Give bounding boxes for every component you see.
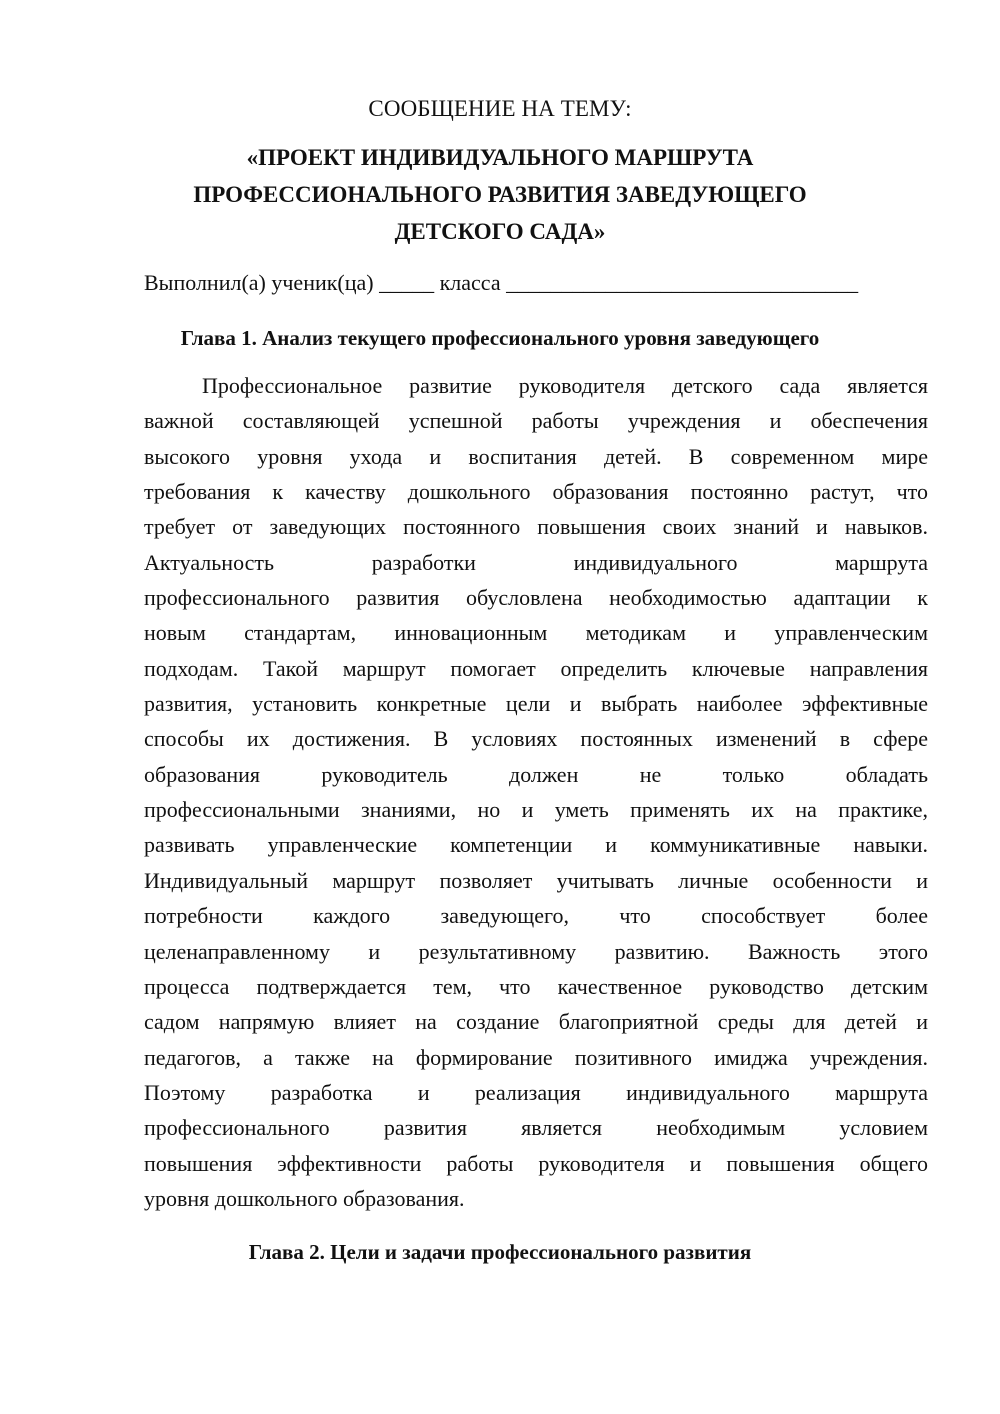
title-line: «ПРОЕКТ ИНДИВИДУАЛЬНОГО МАРШРУТА — [246, 145, 754, 170]
paragraph-line: образования руководитель должен не только обладать — [144, 761, 928, 787]
paragraph-line: Индивидуальный маршрут позволяет учитывать личные особенности и — [144, 867, 928, 893]
chapter-1-paragraph — [144, 371, 928, 1219]
paragraph-line: потребности каждого заведующего, что способствует более — [144, 903, 928, 929]
paragraph-line: требования к качеству дошкольного образования постоянно растут, что — [144, 479, 928, 505]
document-title — [0, 143, 1000, 254]
paragraph-line: новым стандартам, инновационным методикам и управленческим — [144, 620, 928, 646]
paragraph-line: Профессиональное развитие руководителя детского сада является — [202, 373, 928, 398]
paragraph-line: целенаправленному и результативному развитию. Важность этого — [144, 938, 928, 964]
paragraph-line: процесса подтверждается тем, что качественное руководство детским — [144, 973, 928, 999]
paragraph-line: профессиональными знаниями, но и уметь применять их на практике, — [144, 797, 928, 823]
paragraph-line: подходам. Такой маршрут помогает определить ключевые направления — [144, 655, 928, 681]
paragraph-line: развивать управленческие компетенции и коммуникативные навыки. — [144, 832, 928, 858]
paragraph-line: уровня дошкольного образования. — [144, 1185, 465, 1211]
paragraph-line: высокого уровня ухода и воспитания детей. В современном мире — [144, 443, 928, 469]
title-line: ДЕТСКОГО САДА» — [394, 219, 606, 244]
paragraph-line: развития, установить конкретные цели и выбрать наиболее эффективные — [144, 691, 928, 717]
paragraph-line: повышения эффективности работы руководителя и повышения общего — [144, 1150, 928, 1176]
paragraph-line: способы их достижения. В условиях постоянных изменений в сфере — [144, 726, 928, 752]
paragraph-line: Поэтому разработка и реализация индивидуального маршрута — [144, 1079, 928, 1105]
paragraph-line: важной составляющей успешной работы учреждения и обеспечения — [144, 408, 928, 434]
paragraph-line: профессионального развития обусловлена необходимостью адаптации к — [144, 585, 928, 611]
paragraph-line: профессионального развития является необходимым условием — [144, 1115, 928, 1141]
paragraph-line: Актуальность разработки индивидуального маршрута — [144, 549, 928, 575]
document-subtitle: СООБЩЕНИЕ НА ТЕМУ: — [368, 96, 632, 121]
paragraph-line: требует от заведующих постоянного повышения своих знаний и навыков. — [144, 514, 928, 540]
author-line: Выполнил(а) ученик(ца) _____ класса ________________________________ — [144, 270, 859, 295]
chapter-2-heading: Глава 2. Цели и задачи профессионального развития — [248, 1240, 752, 1264]
paragraph-line: садом напрямую влияет на создание благоприятной среды для детей и — [144, 1009, 928, 1035]
paragraph-line: педагогов, а также на формирование позитивного имиджа учреждения. — [144, 1044, 928, 1070]
chapter-1-heading: Глава 1. Анализ текущего профессионального уровня заведующего — [180, 326, 820, 350]
title-line: ПРОФЕССИОНАЛЬНОГО РАЗВИТИЯ ЗАВЕДУЮЩЕГО — [193, 182, 807, 207]
